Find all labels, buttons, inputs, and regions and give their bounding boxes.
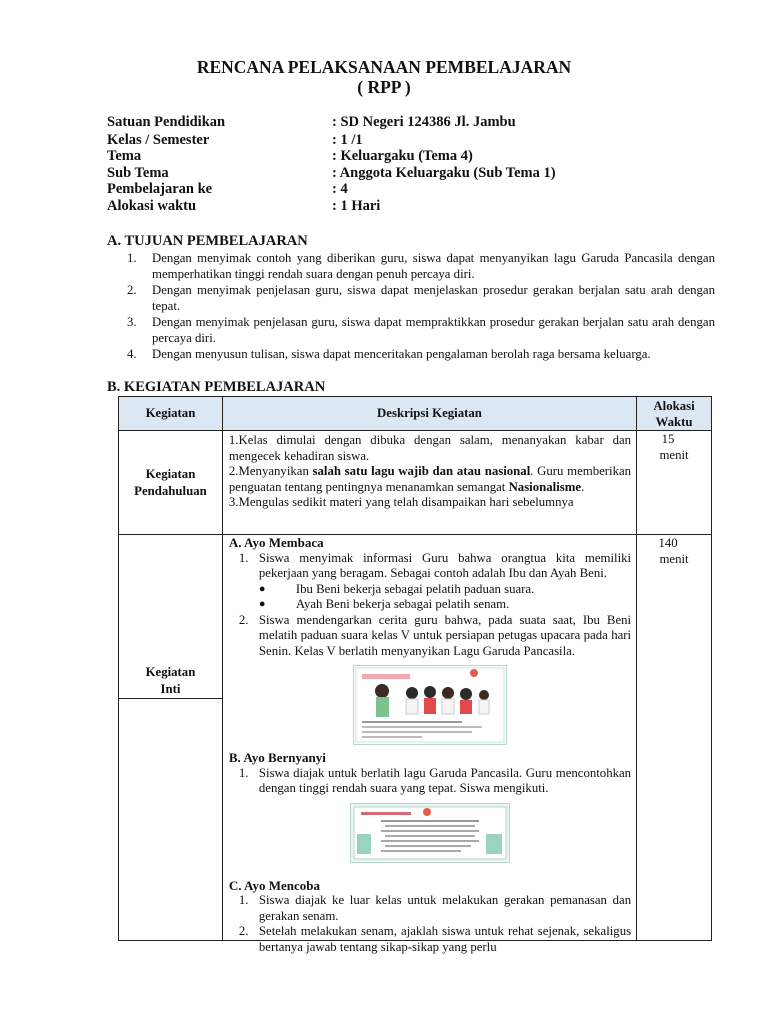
header-alokasi: [637, 397, 712, 431]
identity-label: Pembelajaran ke: [107, 181, 213, 197]
alokasi-unit: menit: [659, 552, 689, 566]
song-sheet-illustration-image: [350, 803, 510, 863]
table-header-row: [119, 397, 712, 431]
item-number: 2.: [127, 283, 137, 297]
pendahuluan-line-3: 3.Mengulas sedikit materi yang telah disampaikan hari sebelumnya: [228, 495, 574, 509]
item-text: Siswa mendengarkan cerita guru bahwa, pada suata saat, Ibu Beni melatih paduan suara kelas V untuk persiapan petugas upacara pada hari Senin. Kelas V berlatih menyanyikan Lagu Garuda Pancasila.: [258, 612, 632, 658]
item-number: 2.: [238, 924, 249, 938]
label-line: Kegiatan: [145, 466, 196, 481]
header-deskripsi: Deskripsi Kegiatan: [222, 397, 636, 431]
header-kegiatan: Kegiatan: [119, 397, 223, 431]
identity-label: Satuan Pendidikan: [107, 114, 226, 130]
list-item: [107, 282, 715, 314]
label-line: Inti: [160, 682, 181, 696]
kegiatan-pendahuluan-label: [119, 431, 223, 535]
identity-value: : 1 Hari: [332, 198, 381, 214]
text-run: .: [581, 479, 585, 494]
item-number: 4.: [127, 347, 137, 361]
item-text: Dengan menyimak penjelasan guru, siswa dapat menjelaskan prosedur gerakan berjalan satu arah dengan tepat.: [152, 283, 715, 313]
bullet-text: Ayah Beni bekerja sebagai pelatih senam.: [295, 597, 510, 611]
list-item: [107, 250, 715, 282]
kegiatan-inti-label: [119, 535, 222, 699]
document-subtitle: ( RPP ): [357, 77, 411, 97]
bullet-icon: ●: [258, 582, 266, 595]
text-run: 2.Menyanyikan: [228, 464, 313, 478]
list-item: [229, 613, 631, 660]
ayo-mencoba-heading: C. Ayo Mencoba: [228, 877, 321, 893]
item-text: Dengan menyusun tulisan, siswa dapat menceritakan pengalaman berolah raga bersama keluarga.: [152, 347, 651, 361]
identity-label: Tema: [107, 148, 142, 164]
list-item: [229, 551, 631, 582]
alokasi-value: 140: [658, 536, 678, 550]
list-item: [107, 346, 715, 362]
identity-label: Kelas / Semester: [107, 132, 210, 148]
header-alokasi-line2: Waktu: [655, 414, 693, 429]
text-run-bold: salah satu lagu wajib dan atau nasional: [312, 464, 531, 478]
section-a-heading: A. TUJUAN PEMBELAJARAN: [107, 233, 308, 249]
pendahuluan-description: [222, 431, 636, 535]
inti-alokasi: [637, 535, 712, 941]
ayo-bernyanyi-heading: B. Ayo Bernyanyi: [228, 750, 326, 765]
item-text: Siswa menyimak informasi Guru bahwa orangtua kita memiliki pekerjaan yang beragam. Sebagai contoh adalah Ibu dan Ayah Beni.: [258, 550, 632, 580]
identity-label: Alokasi waktu: [107, 198, 197, 214]
pendahuluan-line-2: [229, 464, 631, 495]
identity-label: Sub Tema: [107, 165, 169, 181]
tujuan-list: [107, 250, 715, 362]
pendahuluan-alokasi: [637, 431, 712, 535]
kegiatan-table: [118, 396, 712, 954]
table-row: [119, 431, 712, 535]
kegiatan-inti-label-cell: [119, 535, 223, 941]
bullet-item: [229, 582, 631, 598]
item-number: 1.: [238, 765, 249, 780]
identity-value: : 1 /1: [332, 132, 363, 148]
identity-value: : SD Negeri 124386 Jl. Jambu: [332, 114, 516, 130]
item-number: 2.: [238, 612, 249, 627]
bullet-icon: ●: [258, 598, 266, 610]
text-run: . Guru memberikan penguatan tentang pentingnya menanamkan semangat: [228, 464, 632, 494]
table-row: [119, 535, 712, 941]
item-number: 1.: [127, 251, 137, 265]
list-item: [229, 766, 631, 797]
item-text: Dengan menyimak penjelasan guru, siswa dapat mempraktikkan prosedur gerakan berjalan satu arah dengan percaya diri.: [152, 315, 715, 345]
label-line: Kegiatan: [145, 665, 196, 679]
list-item: [229, 893, 631, 924]
text-run-bold: Nasionalisme: [508, 479, 582, 494]
item-text: Dengan menyimak contoh yang diberikan guru, siswa dapat menyanyikan lagu Garuda Pancasila dengan memperhatikan tinggi rendah suara dengan penuh percaya diri.: [152, 251, 715, 281]
ayo-membaca-heading: A. Ayo Membaca: [228, 535, 324, 550]
list-item: [229, 924, 632, 954]
bullet-text: Ibu Beni bekerja sebagai pelatih paduan suara.: [295, 581, 535, 596]
item-text: Setelah melakukan senam, ajaklah siswa untuk rehat sejenak, sekaligus bertanya jawab tentang sikap-sikap yang perlu: [258, 924, 632, 954]
item-number: 1.: [238, 893, 249, 907]
choir-illustration-image: [353, 665, 507, 745]
label-line: Pendahuluan: [134, 483, 207, 498]
item-text: Siswa diajak ke luar kelas untuk melakukan gerakan pemanasan dan gerakan senam.: [258, 893, 632, 923]
header-alokasi-line1: Alokasi: [653, 398, 695, 413]
inti-description: [222, 535, 636, 954]
bullet-item: [229, 597, 631, 613]
alokasi-unit: menit: [659, 448, 689, 462]
item-text: Siswa diajak untuk berlatih lagu Garuda Pancasila. Guru mencontohkan dengan tinggi rendah suara yang tepat. Siswa mengikuti.: [258, 765, 632, 795]
identity-value: : Anggota Keluargaku (Sub Tema 1): [332, 165, 556, 181]
pendahuluan-line-1: 1.Kelas dimulai dengan dibuka dengan salam, menanyakan kabar dan mengecek kehadiran siswa.: [228, 433, 632, 463]
item-number: 3.: [127, 315, 137, 329]
alokasi-value: 15: [661, 432, 675, 446]
list-item: [107, 314, 715, 346]
item-number: 1.: [238, 550, 249, 565]
document-title: RENCANA PELAKSANAAN PEMBELAJARAN: [196, 57, 572, 77]
identity-value: : 4: [332, 181, 348, 197]
section-b-heading: B. KEGIATAN PEMBELAJARAN: [107, 379, 326, 395]
identity-value: : Keluargaku (Tema 4): [332, 148, 473, 164]
